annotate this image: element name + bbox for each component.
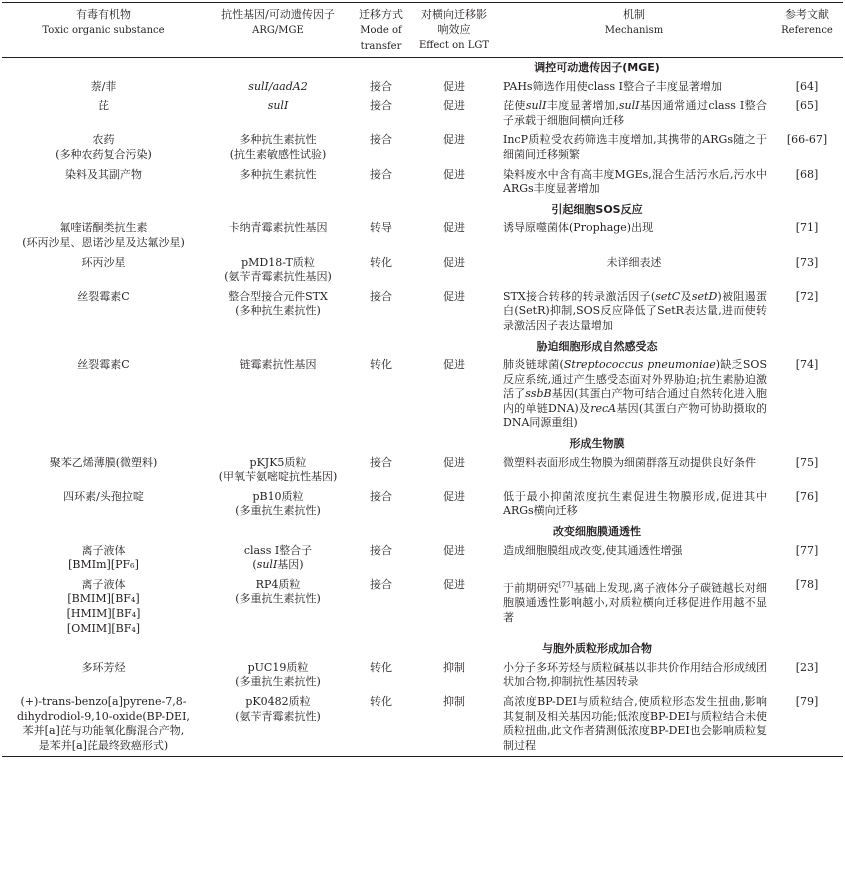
table-row <box>2 78 843 98</box>
table-row <box>2 576 843 639</box>
mode-cell: 接合 <box>370 577 392 591</box>
table-row <box>2 131 843 165</box>
mechanism-cell: 未详细表述 <box>606 255 662 269</box>
table-row <box>2 454 843 488</box>
section-title: 胁迫细胞形成自然感受态 <box>536 339 658 353</box>
reference-cell: [71] <box>795 221 819 235</box>
table-row <box>2 97 843 131</box>
gene-cell: 链霉素抗性基因 <box>239 358 317 372</box>
gene-cell: RP4质粒 (多重抗生素抗性) <box>235 577 321 606</box>
mode-cell: 转化 <box>370 660 392 674</box>
mode-cell: 转导 <box>370 221 392 235</box>
gene-cell: pKJK5质粒 (甲氧苄氨嘧啶抗性基因) <box>218 455 338 484</box>
mode-cell: 接合 <box>370 455 392 469</box>
reference-cell: [66-67] <box>786 133 828 147</box>
header-reference: 参考文献 Reference <box>781 8 833 36</box>
table-row <box>2 166 843 200</box>
substance-cell: 四环素/头孢拉啶 <box>63 489 144 503</box>
effect-cell: 促进 <box>443 543 465 557</box>
mechanism-cell: 造成细胞膜组成改变,使其通透性增强 <box>503 543 683 557</box>
header-mode: 迁移方式 Mode of transfer <box>359 8 403 52</box>
mode-cell: 接合 <box>370 99 392 113</box>
substance-cell: 芘 <box>98 99 109 113</box>
table-row <box>2 659 843 693</box>
section-title: 改变细胞膜通透性 <box>553 525 641 539</box>
reference-cell: [64] <box>795 79 819 93</box>
reference-cell: [72] <box>795 289 819 303</box>
gene-cell: 多种抗生素抗性 (抗生素敏感性试验) <box>229 133 327 161</box>
gene-cell: sulI <box>267 99 289 113</box>
reference-cell: [74] <box>795 358 819 372</box>
section-row <box>2 58 843 78</box>
gene-cell: pMD18-T质粒 (氨苄青霉素抗性基因) <box>224 255 332 284</box>
reference-cell: [73] <box>795 255 819 269</box>
section-row <box>2 434 843 454</box>
reference-cell: [79] <box>795 694 819 708</box>
mechanism-cell: 芘使sulI丰度显著增加,sulI基因通常通过class Ⅰ整合子承载于细胞间横向迁移 <box>503 99 767 127</box>
mechanism-cell: 肺炎链球菌(Streptococcus pneumoniae)缺乏SOS反应系统,通过产生感受态面对外界胁迫;抗生素胁迫激活了ssbB基因(其蛋白产物可结合通过自然转化进入胞内的单链DNA)及recA基因(其蛋白产物可协助摄取的DNA同源重组) <box>503 358 768 430</box>
mode-cell: 接合 <box>370 543 392 557</box>
table-header <box>2 3 843 58</box>
substance-cell: 环丙沙星 <box>81 255 126 269</box>
gene-cell: pK0482质粒 (氨苄青霉素抗性) <box>235 694 321 723</box>
section-title: 与胞外质粒形成加合物 <box>542 642 652 656</box>
table-row <box>2 693 843 757</box>
mode-cell: 接合 <box>370 79 392 93</box>
header-arg-mge: 抗性基因/可动遗传因子 ARG/MGE <box>221 8 335 36</box>
section-row <box>2 522 843 542</box>
mechanism-cell: 高浓度BP-DEI与质粒结合,使质粒形态发生扭曲,影响其复制及相关基因功能;低浓度BP-DEI与质粒结合未使质粒扭曲,此文作者猜测低浓度BP-DEI也会影响质粒复制过程 <box>503 694 767 752</box>
header-mechanism: 机制 Mechanism <box>604 8 664 36</box>
effect-cell: 促进 <box>443 358 465 372</box>
effect-cell: 抑制 <box>443 694 465 708</box>
substance-cell: 离子液体 [BMIM][BF₄] [HMIM][BF₄] [OMIM][BF₄] <box>66 577 141 635</box>
mode-cell: 转化 <box>370 694 392 708</box>
mechanism-cell: PAHs筛选作用使class Ⅰ整合子丰度显著增加 <box>503 79 722 93</box>
section-title: 调控可动遗传因子(MGE) <box>534 61 660 74</box>
section-row <box>2 200 843 220</box>
gene-cell: sulI/aadA2 <box>248 79 308 93</box>
header-substance: 有毒有机物 Toxic organic substance <box>42 8 165 36</box>
gene-cell: pUC19质粒 (多重抗生素抗性) <box>235 660 321 689</box>
mode-cell: 接合 <box>370 133 392 147</box>
table-row <box>2 542 843 576</box>
effect-cell: 促进 <box>443 255 465 269</box>
effect-cell: 促进 <box>443 221 465 235</box>
effect-cell: 促进 <box>443 99 465 113</box>
mechanism-cell: 小分子多环芳烃与质粒碱基以非共价作用结合形成绒团状加合物,抑制抗性基因转录 <box>503 660 767 689</box>
gene-cell: 多种抗生素抗性 <box>239 167 317 181</box>
header-effect: 对横向迁移影 响效应 Effect on LGT <box>418 8 490 51</box>
substance-cell: 聚苯乙烯薄膜(微塑料) <box>49 455 158 469</box>
effect-cell: 促进 <box>443 577 465 591</box>
gene-cell: 整合型接合元件STX (多种抗生素抗性) <box>228 289 328 318</box>
mode-cell: 接合 <box>370 489 392 503</box>
reference-cell: [68] <box>795 167 819 181</box>
reference-cell: [77] <box>795 543 819 557</box>
section-title: 引起细胞SOS反应 <box>551 202 643 216</box>
table-row <box>2 288 843 337</box>
effect-cell: 促进 <box>443 167 465 181</box>
mechanism-cell: 染料废水中含有高丰度MGEs,混合生活污水后,污水中ARGs丰度显著增加 <box>503 167 767 196</box>
substance-cell: 染料及其副产物 <box>65 167 142 181</box>
mechanism-cell: STX接合转移的转录激活因子(setC及setD)被阻遏蛋白(SetR)抑制,SOS反应降低了SetR表达量,进而使转录激活因子表达量增加 <box>503 289 768 332</box>
mechanism-cell: 低于最小抑菌浓度抗生素促进生物膜形成,促进其中ARGs横向迁移 <box>503 489 767 518</box>
table-row <box>2 488 843 522</box>
reference-cell: [23] <box>795 660 819 674</box>
substance-cell: 多环芳烃 <box>81 660 126 674</box>
effect-cell: 抑制 <box>443 660 465 674</box>
effect-cell: 促进 <box>443 289 465 303</box>
substance-cell: 农药 (多种农药复合污染) <box>55 133 152 161</box>
mode-cell: 转化 <box>370 358 392 372</box>
mode-cell: 转化 <box>370 255 392 269</box>
reference-cell: [76] <box>795 489 819 503</box>
mechanism-cell: 微塑料表面形成生物膜为细菌群落互动提供良好条件 <box>503 455 756 469</box>
substance-cell: 离子液体 [BMIm][PF₆] <box>68 543 139 572</box>
section-title: 形成生物膜 <box>569 437 625 451</box>
mechanism-cell: 诱导原噬菌体(Prophage)出现 <box>503 221 654 235</box>
substance-cell: (+)-trans-benzo[a]pyrene-7,8- dihydrodiol-9,10-oxide(BP-DEI, 苯并[a]芘与功能氧化酶混合产物, 是苯并[a]芘最终致癌形式) <box>17 694 190 752</box>
effect-cell: 促进 <box>443 455 465 469</box>
mode-cell: 接合 <box>370 167 392 181</box>
substance-cell: 氟喹诺酮类抗生素 (环丙沙星、恩诺沙星及达氟沙星) <box>22 221 185 249</box>
table-row <box>2 219 843 253</box>
mechanism-cell: IncP质粒受农药筛选丰度增加,其携带的ARGs随之于细菌间迁移频繁 <box>503 133 767 161</box>
effect-cell: 促进 <box>443 79 465 93</box>
substance-cell: 萘/菲 <box>90 79 117 93</box>
gene-cell: pB10质粒 (多重抗生素抗性) <box>235 489 321 518</box>
gene-cell: class Ⅰ整合子 (sulI基因) <box>243 543 313 572</box>
gene-cell: 卡纳青霉素抗性基因 <box>228 221 328 235</box>
effect-cell: 促进 <box>443 133 465 147</box>
table-row <box>2 356 843 434</box>
section-row <box>2 337 843 357</box>
reference-cell: [78] <box>795 577 819 591</box>
table-row <box>2 254 843 288</box>
substance-cell: 丝裂霉素C <box>77 358 130 372</box>
reference-cell: [75] <box>795 455 819 469</box>
section-row <box>2 639 843 659</box>
effect-cell: 促进 <box>443 489 465 503</box>
data-table <box>2 2 843 757</box>
reference-cell: [65] <box>795 99 819 113</box>
mode-cell: 接合 <box>370 289 392 303</box>
mechanism-cell: 于前期研究[77]基础上发现,离子液体分子碳链越长对细胞膜通透性影响越小,对质粒横向迁移促进作用越不显著 <box>503 580 768 624</box>
substance-cell: 丝裂霉素C <box>77 289 130 303</box>
